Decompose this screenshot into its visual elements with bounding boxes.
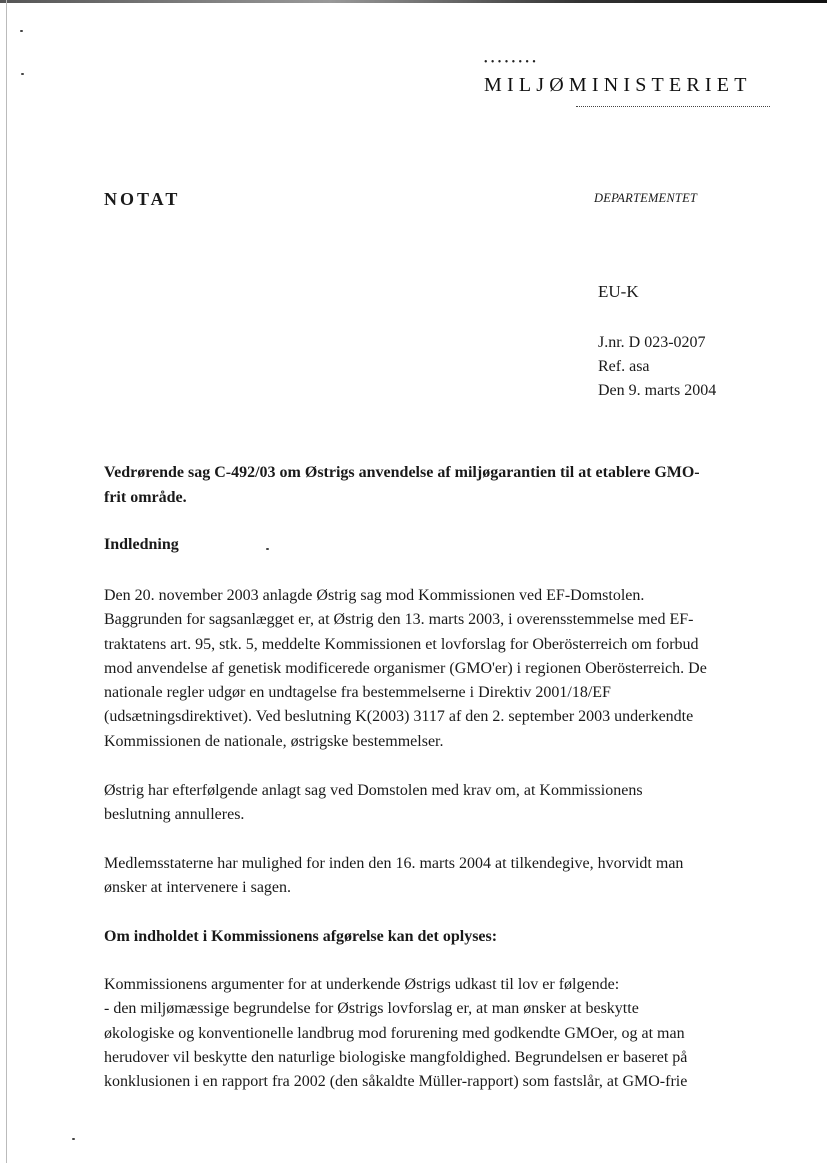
paragraph-line: Kommissionen de nationale, østrigske bestemmelser. xyxy=(104,732,444,750)
scan-speck xyxy=(20,30,23,32)
paragraph-line: Kommissionens argumenter for at underkende Østrigs udkast til lov er følgende: xyxy=(104,976,620,993)
reference-initials: Ref. asa xyxy=(598,358,650,375)
subject-line xyxy=(104,460,744,510)
paragraph-line: Østrig har efterfølgende anlagt sag ved Domstolen med krav om, at Kommissionens xyxy=(104,782,643,799)
paragraph-line: mod anvendelse af genetisk modificerede organismer (GMO'er) i regionen Oberösterreich. De xyxy=(104,659,707,677)
paragraph-line: - den miljømæssige begrundelse for Østrigs lovforslag er, at man ønsker at beskytte xyxy=(104,1000,639,1018)
paragraph-line: Den 20. november 2003 anlagde Østrig sag mod Kommissionen ved EF-Domstolen. xyxy=(104,587,645,604)
reference-block xyxy=(598,331,716,403)
paragraph-line: (udsætningsdirektivet). Ved beslutning K(2003) 3117 af den 2. september 2003 underkendte xyxy=(104,708,694,726)
document-type: NOTAT xyxy=(104,189,181,209)
paragraph-intervention xyxy=(104,852,744,901)
paragraph-line: Baggrunden for sagsanlægget er, at Østrig den 13. marts 2003, i overensstemmelse med EF- xyxy=(104,611,694,629)
logo-dots: •••••••• xyxy=(484,57,540,68)
paragraph-line: Medlemsstaterne har mulighed for inden den 16. marts 2004 at tilkendegive, hvorvidt man xyxy=(104,855,684,872)
paragraph-background xyxy=(104,584,744,754)
section-heading-content: Om indholdet i Kommissionens afgørelse kan det oplyses: xyxy=(104,928,498,945)
journal-number: J.nr. D 023-0207 xyxy=(598,334,706,351)
paragraph-line: konklusionen i en rapport fra 2002 (den såkaldte Müller-rapport) som fastslår, at GMO-frie xyxy=(104,1073,688,1091)
scan-speck xyxy=(72,1138,75,1140)
section-heading-intro: Indledning xyxy=(104,536,179,553)
paragraph-line: beslutning annulleres. xyxy=(104,806,245,824)
department-label: DEPARTEMENTET xyxy=(594,191,698,205)
paragraph-line: ønsker at intervenere i sagen. xyxy=(104,879,292,897)
paragraph-line: traktatens art. 95, stk. 5, meddelte Kommissionen et lovforslag for Oberösterreich om forbud xyxy=(104,635,699,653)
document-date: Den 9. marts 2004 xyxy=(598,382,717,399)
scan-speck xyxy=(21,73,24,75)
subject-line-1: Vedrørende sag C-492/03 om Østrigs anvendelse af miljøgarantien til at etablere GMO- xyxy=(104,464,700,481)
ministry-logo: MILJØMINISTERIET xyxy=(484,74,752,96)
paragraph-line: nationale regler udgør en undtagelse fra bestemmelserne i Direktiv 2001/18/EF xyxy=(104,684,611,702)
paragraph-line: økologiske og konventionelle landbrug mod forurening med godkendte GMOer, og at man xyxy=(104,1024,685,1042)
paragraph-line: herudover vil beskytte den naturlige biologiske mangfoldighed. Begrundelsen er baseret på xyxy=(104,1048,688,1066)
logo-underline xyxy=(576,106,770,107)
paragraph-arguments xyxy=(104,973,744,1094)
paragraph-lawsuit xyxy=(104,779,744,828)
subject-line-2: frit område. xyxy=(104,489,187,506)
scan-speck xyxy=(266,548,269,550)
scan-edge-top xyxy=(0,0,827,3)
office-code: EU-K xyxy=(598,282,639,301)
scan-edge-left xyxy=(6,0,7,1163)
